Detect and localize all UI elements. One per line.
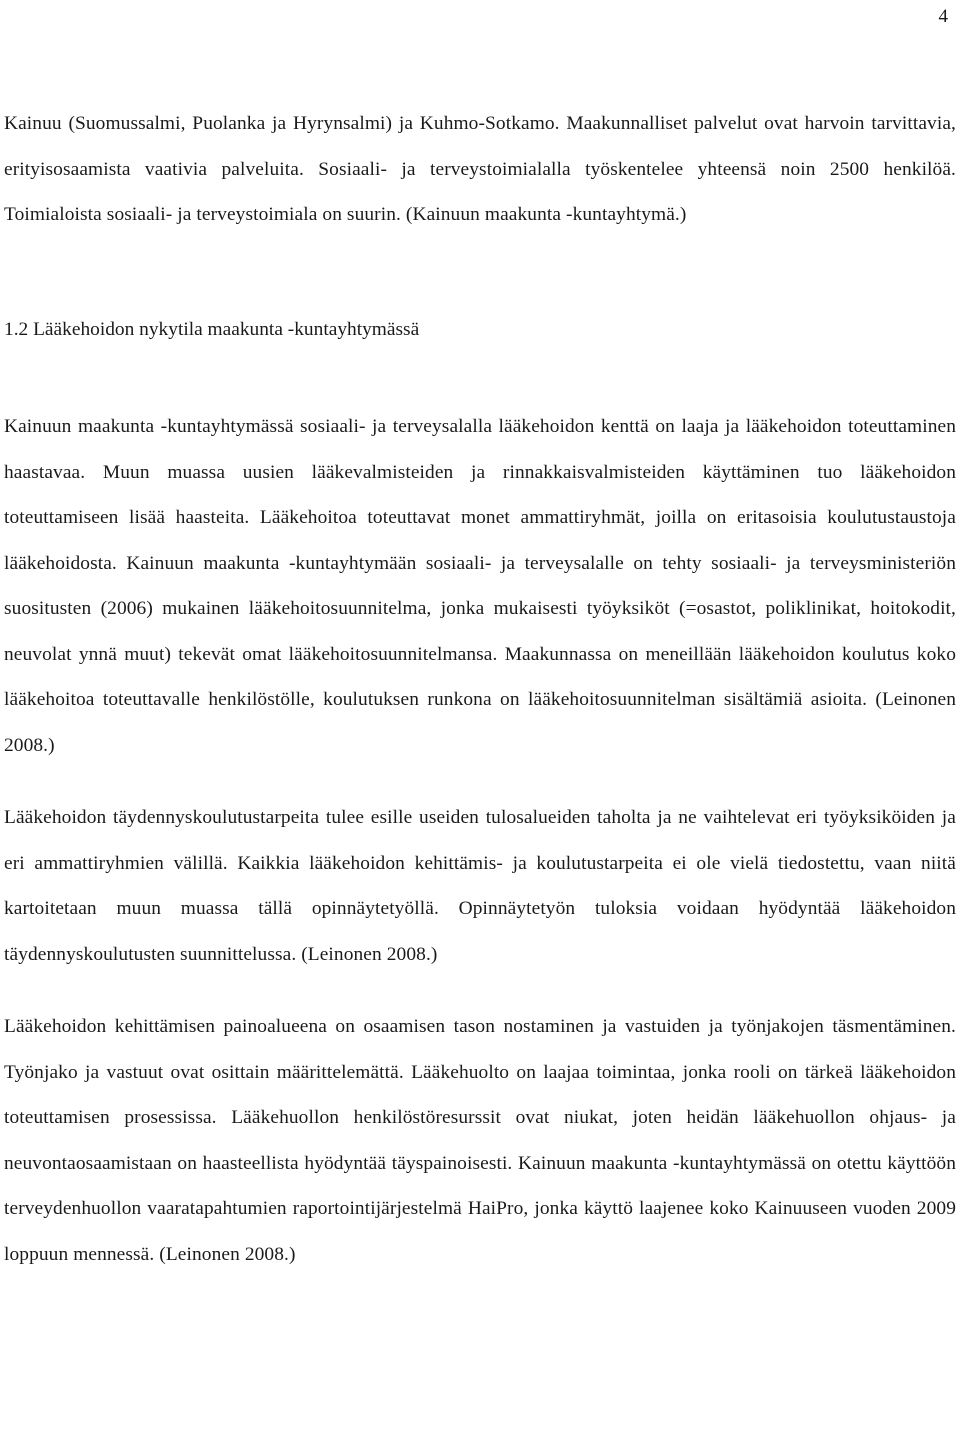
paragraph-training-needs: Lääkehoidon täydennyskoulutustarpeita tulee esille useiden tulosalueiden taholta ja ne vaihtelevat eri työyksiköiden ja eri ammattiryhmien välillä. Kaikkia lääkehoidon kehittämis- ja koulutustarpeita ei ole vielä tiedostettu, vaan niitä kartoitetaan muun muassa tällä opinnäytetyöllä. Opinnäytetyön tuloksia voidaan hyödyntää lääkehoidon täydennyskoulutusten suunnittelussa. (Leinonen 2008.) xyxy=(4,807,956,965)
page-number: 4 xyxy=(938,6,948,27)
paragraph-medication-field: Kainuun maakunta -kuntayhtymässä sosiaali- ja terveysalalla lääkehoidon kenttä on laaja ja lääkehoidon toteuttaminen haastavaa. Muun muassa uusien lääkevalmisteiden ja rinnakkaisvalmisteiden käyttäminen tuo lääkehoidon toteuttamiseen lisää haasteita. Lääkehoitoa toteuttavat monet ammattiryhmät, joilla on eritasoisia koulutustaustoja lääkehoidosta. Kainuun maakunta -kuntayhtymään sosiaali- ja terveysalalle on tehty sosiaali- ja terveysministeriön suositusten (2006) mukainen lääkehoitosuunnitelma, jonka mukaisesti työyksiköt (=osastot, poliklinikat, hoitokodit, neuvolat ynnä muut) tekevät omat lääkehoitosuunnitelmansa. Maakunnassa on meneillään lääkehoidon koulutus koko lääkehoitoa toteuttavalle henkilöstölle, koulutuksen runkona on lääkehoitosuunnitelman sisältämiä asioita. (Leinonen 2008.) xyxy=(4,416,956,756)
document-body xyxy=(4,101,956,1277)
paragraph-development: Lääkehoidon kehittämisen painoalueena on osaamisen tason nostaminen ja vastuiden ja työnjakojen täsmentäminen. Työnjako ja vastuut ovat osittain määrittelemättä. Lääkehuolto on laajaa toimintaa, jonka rooli on tärkeä lääkehoidon toteuttamisen prosessissa. Lääkehuollon henkilöstöresurssit ovat niukat, joten heidän lääkehuollon ohjaus- ja neuvontaosaamistaan on haasteellista hyödyntää täyspainoisesti. Kainuun maakunta -kuntayhtymässä on otettu käyttöön terveydenhuollon vaaratapahtumien raportointijärjestelmä HaiPro, jonka käyttö laajenee koko Kainuuseen vuoden 2009 loppuun mennessä. (Leinonen 2008.) xyxy=(4,1016,956,1265)
intro-paragraph: Kainuu (Suomussalmi, Puolanka ja Hyrynsalmi) ja Kuhmo-Sotkamo. Maakunnalliset palvelut ovat harvoin tarvittavia, erityisosaamista vaativia palveluita. Sosiaali- ja terveystoimialalla työskentelee yhteensä noin 2500 henkilöä. Toimialoista sosiaali- ja terveystoimiala on suurin. (Kainuun maakunta -kuntayhtymä.) xyxy=(4,113,956,225)
section-heading: 1.2 Lääkehoidon nykytila maakunta -kuntayhtymässä xyxy=(4,318,420,340)
